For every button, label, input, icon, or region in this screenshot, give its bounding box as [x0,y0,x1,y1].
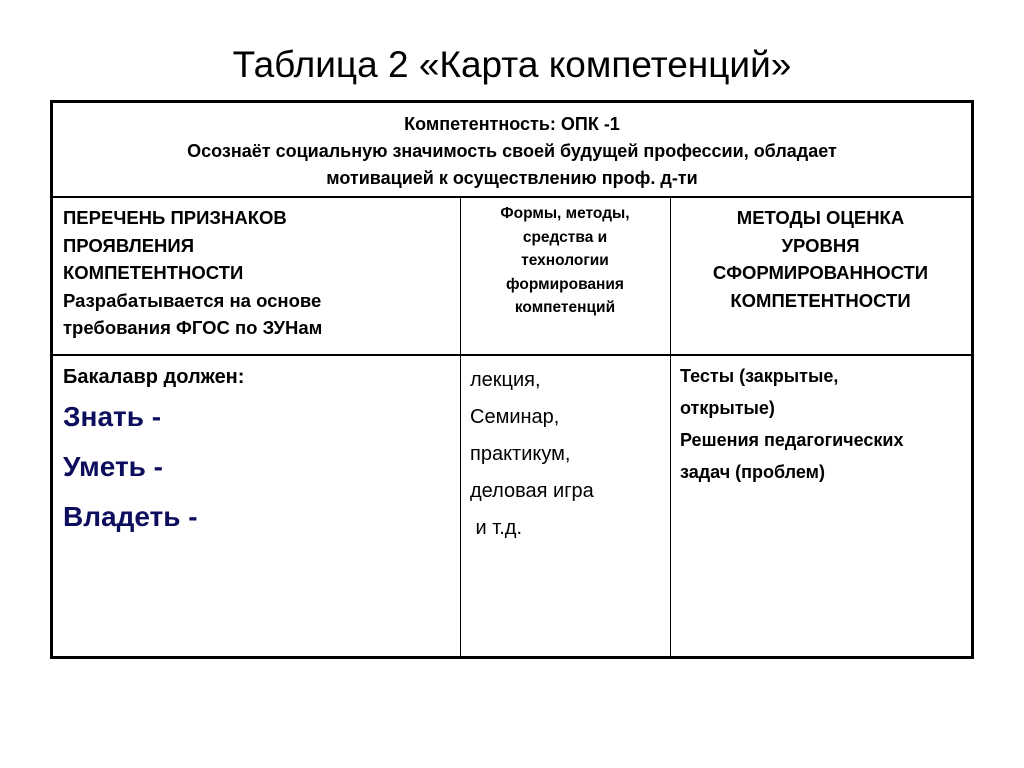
header-line: ПЕРЕЧЕНЬ ПРИЗНАКОВ [63,207,287,228]
bachelor-requirements-cell [53,354,460,550]
skill-master: Владеть - [63,501,198,532]
list-item: деловая игра [470,480,594,502]
list-item: и т.д. [470,517,523,539]
list-item: лекция, [470,369,541,391]
header-line: средства и [522,228,608,246]
bachelor-lead: Бакалавр должен: [63,366,245,388]
header-line: МЕТОДЫ ОЦЕНКА [736,207,905,228]
competency-header-cell [53,103,971,196]
header-line: формирования [506,275,624,293]
skill-know: Знать - [63,401,162,432]
list-item: практикум, [470,443,571,465]
header-line: УРОВНЯ [781,234,860,256]
header-line: ПРОЯВЛЕНИЯ [63,234,195,256]
list-item: Семинар, [470,406,560,428]
list-item: задач (проблем) [680,462,825,482]
competency-map-table [50,100,974,659]
competency-code: Компетентность: ОПК -1 [404,114,620,134]
list-item: открытые) [680,398,775,418]
header-line: Разрабатывается на основе [63,289,322,311]
column-header-forms-methods [460,196,670,354]
list-item: Решения педагогических [680,430,904,450]
competency-description: Осознаёт социальную значимость своей будущей профессии, обладает [187,141,837,161]
header-line: КОМПЕТЕНТНОСТИ [63,262,244,283]
competency-description: мотивацией к осуществлению проф. д-ти [326,168,698,188]
header-line: Формы, методы, [500,205,630,222]
header-line: требования ФГОС по ЗУНам [63,317,323,338]
header-line: компетенций [514,299,616,316]
list-item: Тесты (закрытые, [680,366,839,386]
assessment-list-cell [670,354,971,494]
header-line: КОМПЕТЕНТНОСТИ [730,289,911,311]
forms-list-cell [460,354,670,555]
skill-can: Уметь - [63,451,163,482]
column-header-indicators [53,196,460,354]
page-title: Таблица 2 «Карта компетенций» [232,44,792,85]
column-header-assessment [670,196,971,354]
header-line: технологии [521,252,609,269]
header-line: СФОРМИРОВАННОСТИ [712,262,929,283]
